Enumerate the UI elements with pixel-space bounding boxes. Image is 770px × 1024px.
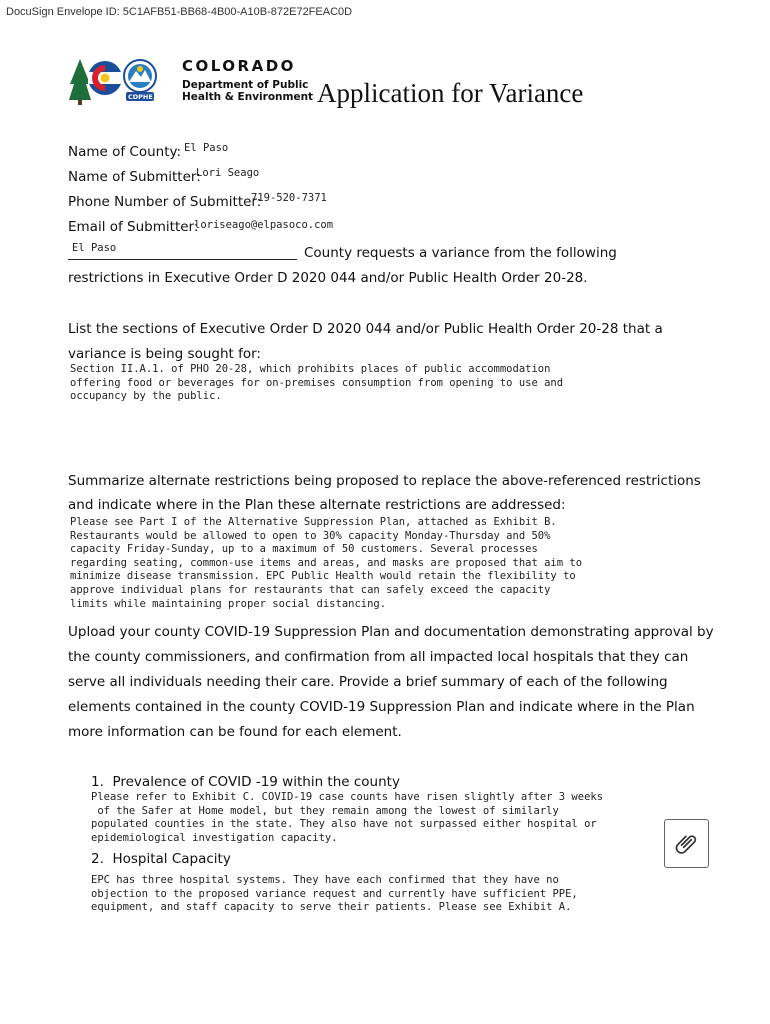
element-heading-prevalence: 1. Prevalence of COVID -19 within the county bbox=[91, 774, 400, 790]
email-field[interactable]: loriseago@elpasoco.com bbox=[194, 219, 334, 231]
county-field[interactable]: El Paso bbox=[184, 142, 229, 154]
org-line-3: Health & Environment bbox=[182, 91, 314, 103]
document-title: Application for Variance bbox=[317, 78, 584, 108]
org-name: COLORADO bbox=[182, 57, 296, 75]
colorado-logo-icon bbox=[68, 56, 178, 106]
org-subtitle bbox=[182, 79, 313, 103]
element-answer-prevalence[interactable]: Please refer to Exhibit C. COVID-19 case counts have risen slightly after 3 weeks of the Safer at Home model, but they remain among the lowest of similarly populated counties in the state. They also have not surpassed either hospital or epidemiological investigation capacity. bbox=[91, 791, 604, 844]
sections-prompt-line-2: variance is being sought for: bbox=[68, 346, 261, 362]
email-label: Email of Submitter: bbox=[68, 219, 199, 235]
request-line-2: restrictions in Executive Order D 2020 044 and/or Public Health Order 20-28. bbox=[68, 270, 588, 286]
upload-line-3: serve all individuals needing their care. Provide a brief summary of each of the following bbox=[68, 674, 668, 690]
county-label: Name of County: bbox=[68, 144, 182, 160]
upload-line-4: elements contained in the county COVID-19 Suppression Plan and indicate where in the Plan bbox=[68, 699, 695, 715]
upload-line-5: more information can be found for each element. bbox=[68, 724, 402, 740]
alternates-answer-field[interactable]: Please see Part I of the Alternative Suppression Plan, attached as Exhibit B. Restaurants would be allowed to open to 30% capacity Monday-Thursday and 50% capacity Friday-Sunday, up to a maximum of 50 customers. Several processes regarding seating, common-use items and areas, and masks are proposed that aim to minimize disease transmission. EPC Public Health would retain the flexibility to approve individual plans for restaurants that can safely exceed the capacity limits while maintaining proper social distancing. bbox=[70, 516, 583, 610]
element-heading-hospital: 2. Hospital Capacity bbox=[91, 851, 231, 867]
envelope-id: DocuSign Envelope ID: 5C1AFB51-BB68-4B00-A10B-872E72FEAC0D bbox=[6, 6, 353, 18]
alternates-prompt-line-1: Summarize alternate restrictions being proposed to replace the above-referenced restrictions bbox=[68, 473, 701, 489]
county-fill-field[interactable]: El Paso bbox=[72, 242, 117, 254]
submitter-field[interactable]: Lori Seago bbox=[196, 167, 260, 179]
attachment-button[interactable] bbox=[664, 819, 709, 868]
org-line-2: Department of Public bbox=[182, 79, 309, 91]
submitter-label: Name of Submitter: bbox=[68, 169, 201, 185]
upload-line-2: the county commissioners, and confirmation from all impacted local hospitals that they can bbox=[68, 649, 689, 665]
paperclip-icon bbox=[674, 831, 700, 857]
sections-answer-field[interactable]: Section II.A.1. of PHO 20-28, which prohibits places of public accommodation offering food or beverages for on-premises consumption from opening to use and occupancy by the public. bbox=[70, 363, 564, 403]
element-answer-hospital[interactable]: EPC has three hospital systems. They have each confirmed that they have no objection to the proposed variance request and currently have sufficient PPE, equipment, and staff capacity to serve their patients. Please see Exhibit A. bbox=[91, 874, 578, 914]
badge-text: CDPHE bbox=[128, 93, 153, 101]
upload-line-1: Upload your county COVID-19 Suppression Plan and documentation demonstrating approval by bbox=[68, 624, 714, 640]
phone-field[interactable]: 719-520-7371 bbox=[251, 192, 327, 204]
alternates-prompt-line-2: and indicate where in the Plan these alternate restrictions are addressed: bbox=[68, 497, 566, 513]
sections-prompt-line-1: List the sections of Executive Order D 2020 044 and/or Public Health Order 20-28 that a bbox=[68, 321, 663, 337]
request-line-1: County requests a variance from the following bbox=[304, 245, 617, 261]
phone-label: Phone Number of Submitter: bbox=[68, 194, 262, 210]
